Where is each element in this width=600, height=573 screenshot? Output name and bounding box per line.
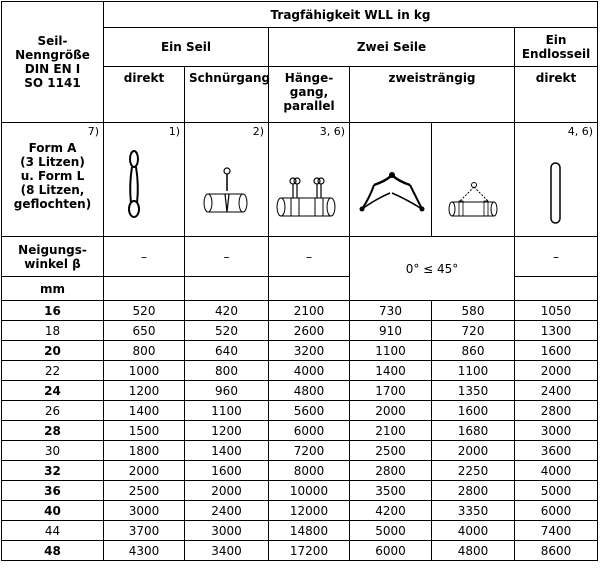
capacity-cell: 4800 xyxy=(432,541,515,561)
size-cell: 26 xyxy=(2,401,104,421)
illustration-basket xyxy=(269,123,350,237)
capacity-cell: 2600 xyxy=(269,321,350,341)
size-cell: 32 xyxy=(2,461,104,481)
table-row xyxy=(2,341,598,361)
group-endless: Ein Endlosseil xyxy=(515,28,598,67)
capacity-cell: 1100 xyxy=(185,401,269,421)
unit-blank xyxy=(515,277,598,301)
capacity-cell: 1200 xyxy=(185,421,269,441)
angle-value-two-leg: 0° ≤ 45° xyxy=(350,237,515,301)
capacity-cell: 3500 xyxy=(350,481,432,501)
unit-label: mm xyxy=(2,277,104,301)
capacity-cell: 3000 xyxy=(515,421,598,441)
capacity-cell: 5000 xyxy=(515,481,598,501)
capacity-cell: 2250 xyxy=(432,461,515,481)
size-cell: 24 xyxy=(2,381,104,401)
two-leg-sling-icon xyxy=(350,123,432,235)
table-row xyxy=(2,441,598,461)
capacity-cell: 520 xyxy=(185,321,269,341)
capacity-cell: 1500 xyxy=(104,421,185,441)
size-cell: 16 xyxy=(2,301,104,321)
sub-endless-direct: direkt xyxy=(515,67,598,123)
sub-two-leg: zweisträngig xyxy=(350,67,515,123)
table-row xyxy=(2,361,598,381)
capacity-cell: 5000 xyxy=(350,521,432,541)
capacity-cell: 7200 xyxy=(269,441,350,461)
table-row xyxy=(2,421,598,441)
table-row xyxy=(2,481,598,501)
capacity-cell: 800 xyxy=(185,361,269,381)
capacity-table xyxy=(1,1,598,561)
capacity-cell: 2400 xyxy=(185,501,269,521)
capacity-cell: 1000 xyxy=(104,361,185,381)
unit-blank xyxy=(104,277,185,301)
data-rows xyxy=(2,301,598,561)
choker-hitch-icon xyxy=(185,123,269,235)
size-cell: 22 xyxy=(2,361,104,381)
capacity-cell: 720 xyxy=(432,321,515,341)
two-leg-load-icon xyxy=(432,123,515,235)
capacity-cell: 8600 xyxy=(515,541,598,561)
capacity-cell: 2500 xyxy=(104,481,185,501)
sub-choker: Schnürgang xyxy=(185,67,269,123)
capacity-cell: 1600 xyxy=(432,401,515,421)
size-cell: 18 xyxy=(2,321,104,341)
capacity-cell: 4000 xyxy=(515,461,598,481)
size-cell: 30 xyxy=(2,441,104,461)
capacity-cell: 1200 xyxy=(104,381,185,401)
angle-value: – xyxy=(104,237,185,277)
capacity-cell: 3600 xyxy=(515,441,598,461)
capacity-cell: 2800 xyxy=(432,481,515,501)
capacity-cell: 2100 xyxy=(269,301,350,321)
angle-value: – xyxy=(269,237,350,277)
basket-hitch-icon xyxy=(269,123,350,235)
capacity-cell: 2000 xyxy=(350,401,432,421)
capacity-cell: 580 xyxy=(432,301,515,321)
capacity-cell: 1050 xyxy=(515,301,598,321)
illustration-single xyxy=(104,123,185,237)
capacity-cell: 520 xyxy=(104,301,185,321)
capacity-cell: 4200 xyxy=(350,501,432,521)
capacity-cell: 2000 xyxy=(515,361,598,381)
capacity-cell: 6000 xyxy=(269,421,350,441)
endless-sling-icon xyxy=(515,123,598,235)
capacity-cell: 800 xyxy=(104,341,185,361)
capacity-cell: 1400 xyxy=(185,441,269,461)
note-3: 3, 6) xyxy=(319,125,345,138)
size-cell: 48 xyxy=(2,541,104,561)
table-row xyxy=(2,541,598,561)
capacity-cell: 17200 xyxy=(269,541,350,561)
capacity-cell: 1700 xyxy=(350,381,432,401)
size-cell: 28 xyxy=(2,421,104,441)
capacity-cell: 3200 xyxy=(269,341,350,361)
size-cell: 36 xyxy=(2,481,104,501)
size-column-header: Seil- Nenngröße DIN EN I SO 1141 xyxy=(2,2,104,123)
size-cell: 20 xyxy=(2,341,104,361)
capacity-cell: 2000 xyxy=(432,441,515,461)
capacity-cell: 860 xyxy=(432,341,515,361)
group-two-ropes: Zwei Seile xyxy=(269,28,515,67)
capacity-cell: 2500 xyxy=(350,441,432,461)
capacity-cell: 4800 xyxy=(269,381,350,401)
capacity-cell: 1600 xyxy=(515,341,598,361)
capacity-cell: 730 xyxy=(350,301,432,321)
capacity-cell: 14800 xyxy=(269,521,350,541)
form-note: 7) xyxy=(87,125,99,138)
single-sling-icon xyxy=(104,123,185,235)
capacity-cell: 1350 xyxy=(432,381,515,401)
note-4: 4, 6) xyxy=(567,125,594,138)
capacity-cell: 910 xyxy=(350,321,432,341)
angle-value: – xyxy=(185,237,269,277)
angle-label: Neigungs- winkel β xyxy=(2,237,104,277)
capacity-cell: 1100 xyxy=(350,341,432,361)
illustration-two-leg xyxy=(350,123,432,237)
capacity-cell: 1400 xyxy=(350,361,432,381)
table-row xyxy=(2,301,598,321)
table-row xyxy=(2,401,598,421)
capacity-cell: 1400 xyxy=(104,401,185,421)
table-row xyxy=(2,521,598,541)
illustration-two-leg-load xyxy=(432,123,515,237)
capacity-cell: 1800 xyxy=(104,441,185,461)
table-row xyxy=(2,461,598,481)
form-cell xyxy=(2,123,104,237)
capacity-title: Tragfähigkeit WLL in kg xyxy=(104,2,598,28)
table-row xyxy=(2,321,598,341)
form-text: Form A (3 Litzen) u. Form L (8 Litzen, geflochten) xyxy=(13,141,92,211)
unit-blank xyxy=(185,277,269,301)
table-row xyxy=(2,381,598,401)
capacity-cell: 12000 xyxy=(269,501,350,521)
capacity-cell: 1100 xyxy=(432,361,515,381)
capacity-cell: 3000 xyxy=(104,501,185,521)
capacity-cell: 2800 xyxy=(515,401,598,421)
angle-value: – xyxy=(515,237,598,277)
capacity-cell: 7400 xyxy=(515,521,598,541)
capacity-cell: 3000 xyxy=(185,521,269,541)
capacity-cell: 1680 xyxy=(432,421,515,441)
capacity-cell: 2800 xyxy=(350,461,432,481)
capacity-cell: 3400 xyxy=(185,541,269,561)
capacity-cell: 3350 xyxy=(432,501,515,521)
note-1: 1) xyxy=(168,125,180,138)
illustration-endless xyxy=(515,123,598,237)
size-cell: 44 xyxy=(2,521,104,541)
capacity-cell: 2000 xyxy=(104,461,185,481)
capacity-cell: 8000 xyxy=(269,461,350,481)
capacity-cell: 4000 xyxy=(269,361,350,381)
capacity-cell: 4300 xyxy=(104,541,185,561)
capacity-cell: 10000 xyxy=(269,481,350,501)
capacity-cell: 960 xyxy=(185,381,269,401)
capacity-cell: 3700 xyxy=(104,521,185,541)
unit-blank xyxy=(269,277,350,301)
capacity-cell: 6000 xyxy=(350,541,432,561)
table-row xyxy=(2,501,598,521)
sub-direct: direkt xyxy=(104,67,185,123)
capacity-cell: 4000 xyxy=(432,521,515,541)
capacity-cell: 5600 xyxy=(269,401,350,421)
note-2: 2) xyxy=(252,125,264,138)
capacity-cell: 2000 xyxy=(185,481,269,501)
capacity-cell: 6000 xyxy=(515,501,598,521)
capacity-cell: 640 xyxy=(185,341,269,361)
group-one-rope: Ein Seil xyxy=(104,28,269,67)
illustration-choker xyxy=(185,123,269,237)
sub-basket: Hänge- gang, parallel xyxy=(269,67,350,123)
capacity-cell: 1300 xyxy=(515,321,598,341)
capacity-cell: 420 xyxy=(185,301,269,321)
capacity-cell: 2100 xyxy=(350,421,432,441)
capacity-cell: 650 xyxy=(104,321,185,341)
capacity-cell: 2400 xyxy=(515,381,598,401)
capacity-cell: 1600 xyxy=(185,461,269,481)
size-cell: 40 xyxy=(2,501,104,521)
